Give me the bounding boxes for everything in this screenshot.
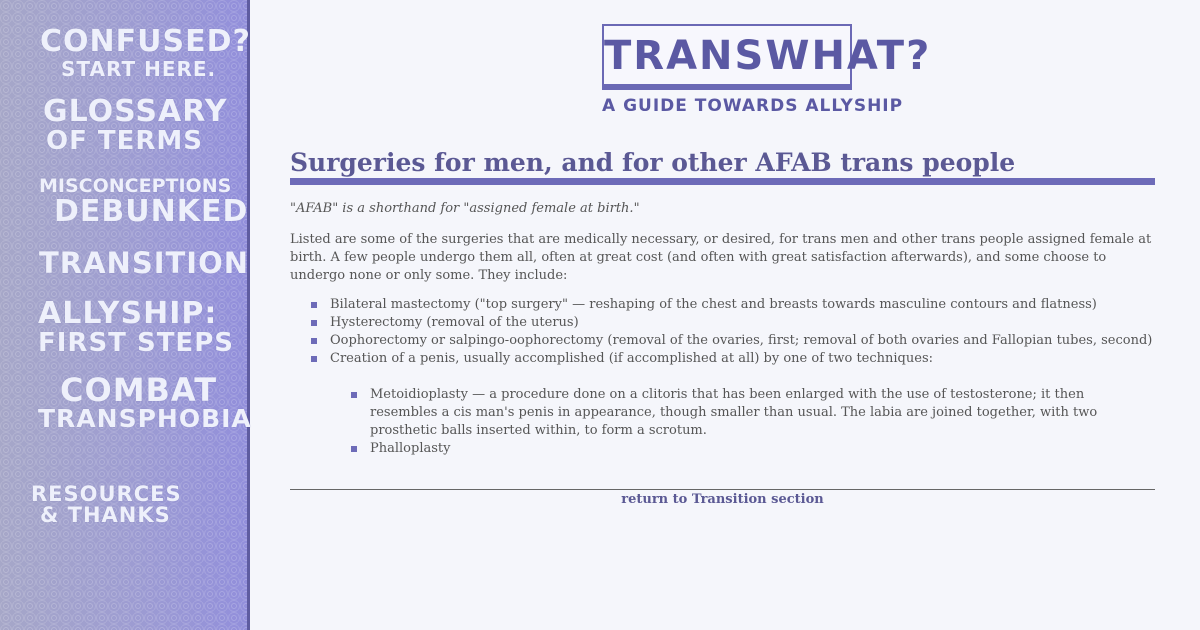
list-item: Oophorectomy or salpingo-oophorectomy (removal of the ovaries, first; removal of both ovaries and Fallopian tubes, second): [290, 332, 1155, 350]
nav-allyship-first-steps[interactable]: [38, 296, 234, 358]
nav-label-line1: TRANSITION: [39, 246, 249, 280]
sidebar-nav: [0, 0, 250, 630]
sublist-item: Metoidioplasty — a procedure done on a clitoris that has been enlarged with the use of testosterone; it then resembles a cis man's penis in appearance, though smaller than usual. The labia are joined together, with two prosthetic balls inserted within, to form a scrotum.: [330, 386, 1155, 440]
nav-label-line1: RESOURCES: [31, 482, 182, 506]
sublist-item: Phalloplasty: [330, 440, 1155, 458]
return-to-transition-link[interactable]: return to Transition section: [621, 492, 824, 507]
nav-resources-thanks[interactable]: [31, 484, 182, 526]
nav-label-line1: CONFUSED?: [40, 24, 251, 59]
list-item-text: Creation of a penis, usually accomplished (if accomplished at all) by one of two techniques:: [330, 351, 933, 366]
site-logo[interactable]: [602, 24, 932, 90]
nav-misconceptions-debunked[interactable]: [39, 177, 248, 227]
nav-glossary-of-terms[interactable]: [43, 94, 228, 156]
list-item: Bilateral mastectomy ("top surgery" — reshaping of the chest and breasts towards masculine contours and flatness): [290, 296, 1155, 314]
nav-label-line1: COMBAT: [60, 371, 218, 409]
nav-label-line2: START HERE.: [61, 57, 217, 81]
nav-transition[interactable]: [39, 246, 249, 280]
nav-label-line2: FIRST STEPS: [38, 328, 234, 358]
site-tagline: A GUIDE TOWARDS ALLYSHIP: [602, 96, 904, 116]
title-divider: [290, 178, 1155, 185]
logo-text: TRANSWHAT?: [604, 33, 932, 79]
surgery-list: [290, 296, 1155, 458]
nav-label-line2: TRANSPHOBIA: [38, 404, 252, 433]
list-item-penis-creation: [290, 350, 1155, 458]
page-title: Surgeries for men, and for other AFAB trans people: [290, 148, 1016, 177]
nav-combat-transphobia[interactable]: [38, 371, 252, 433]
footer-divider: [290, 489, 1155, 490]
nav-label-line1: ALLYSHIP:: [38, 296, 218, 331]
nav-label-line1: GLOSSARY: [43, 94, 228, 129]
afab-note: "AFAB" is a shorthand for "assigned female at birth.": [290, 201, 640, 216]
nav-confused-start-here[interactable]: [40, 24, 251, 81]
nav-label-line1: MISCONCEPTIONS: [39, 175, 232, 197]
list-item: Hysterectomy (removal of the uterus): [290, 314, 1155, 332]
nav-label-line2: OF TERMS: [46, 126, 204, 156]
technique-sublist: [330, 386, 1155, 458]
nav-label-line2: DEBUNKED: [54, 194, 249, 229]
nav-label-line2: & THANKS: [40, 503, 171, 527]
intro-paragraph: Listed are some of the surgeries that are medically necessary, or desired, for trans men and other trans people assigned female at birth. A few people undergo them all, often at great cost (and often with great satisfaction afterwards), and some choose to undergo none or only some. They include:: [290, 232, 1152, 283]
